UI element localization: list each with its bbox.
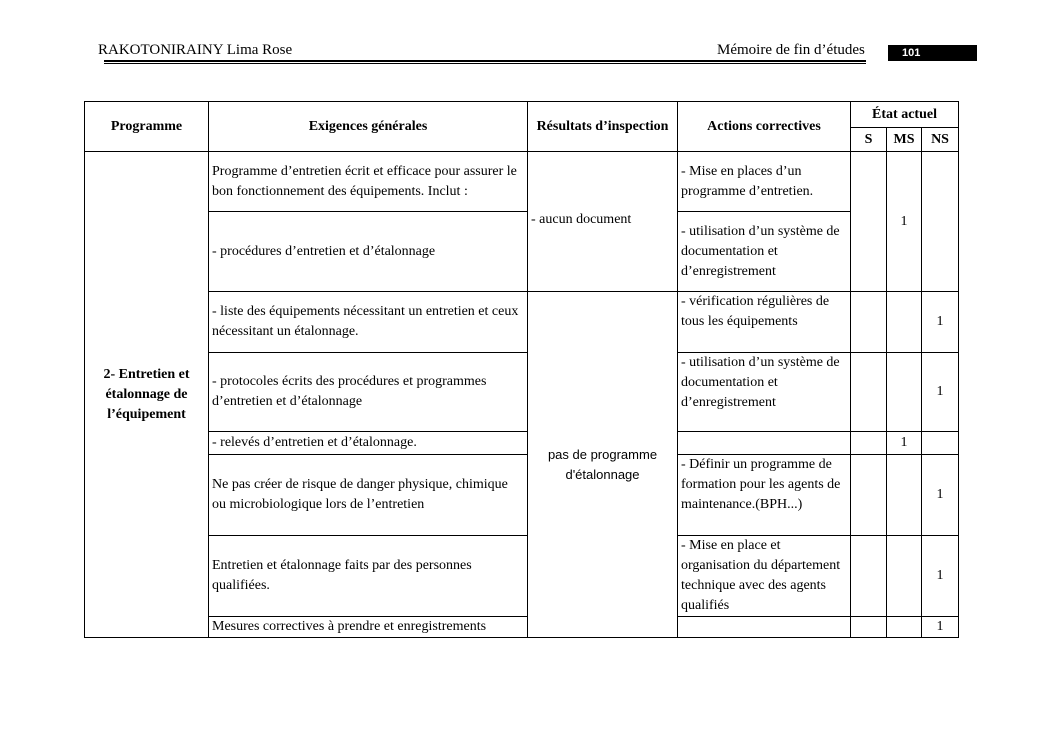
resultat-cell: - aucun document bbox=[528, 152, 678, 292]
action-cell bbox=[678, 617, 851, 638]
status-ms bbox=[887, 353, 922, 432]
status-ms bbox=[887, 455, 922, 536]
col-header-s: S bbox=[851, 128, 887, 152]
action-cell: - Mise en place et organisation du département technique avec des agents qualifiés bbox=[678, 536, 851, 617]
table-row bbox=[85, 432, 959, 455]
status-s bbox=[851, 617, 887, 638]
status-ns bbox=[922, 152, 959, 292]
col-header-programme: Programme bbox=[85, 102, 209, 152]
status-ns: 1 bbox=[922, 617, 959, 638]
action-cell: - utilisation d’un système de documentation et d’enregistrement bbox=[678, 353, 851, 432]
table-row bbox=[85, 353, 959, 432]
header-document-title: Mémoire de fin d’études bbox=[717, 42, 865, 58]
col-header-resultats: Résultats d’inspection bbox=[528, 102, 678, 152]
status-s bbox=[851, 152, 887, 292]
action-cell: - vérification régulières de tous les équipements bbox=[678, 292, 851, 353]
status-ms: 1 bbox=[887, 152, 922, 292]
header-rule-thin bbox=[104, 63, 866, 64]
exigence-cell: - relevés d’entretien et d’étalonnage. bbox=[209, 432, 528, 455]
status-ms bbox=[887, 292, 922, 353]
exigence-cell: Ne pas créer de risque de danger physique, chimique ou microbiologique lors de l’entretien bbox=[209, 455, 528, 536]
table-row bbox=[85, 455, 959, 536]
inspection-table bbox=[84, 101, 959, 638]
status-ms: 1 bbox=[887, 432, 922, 455]
status-ns: 1 bbox=[922, 455, 959, 536]
table-row bbox=[85, 617, 959, 638]
status-ns: 1 bbox=[922, 536, 959, 617]
page-number: 101 bbox=[888, 45, 977, 61]
header-author: RAKOTONIRAINY Lima Rose bbox=[98, 42, 293, 58]
status-ms bbox=[887, 536, 922, 617]
status-s bbox=[851, 536, 887, 617]
exigence-cell: Mesures correctives à prendre et enregistrements bbox=[209, 617, 528, 638]
exigence-cell: Entretien et étalonnage faits par des personnes qualifiées. bbox=[209, 536, 528, 617]
exigence-cell: - procédures d’entretien et d’étalonnage bbox=[209, 212, 528, 292]
status-ns bbox=[922, 432, 959, 455]
exigence-cell: - liste des équipements nécessitant un entretien et ceux nécessitant un étalonnage. bbox=[209, 292, 528, 353]
action-cell bbox=[678, 432, 851, 455]
header-rule bbox=[104, 60, 866, 62]
status-ms bbox=[887, 617, 922, 638]
col-header-actions: Actions correctives bbox=[678, 102, 851, 152]
col-header-ns: NS bbox=[922, 128, 959, 152]
status-s bbox=[851, 432, 887, 455]
table-row bbox=[85, 292, 959, 353]
action-cell: - Mise en places d’un programme d’entretien. bbox=[678, 152, 851, 212]
action-cell: - utilisation d’un système de documentation et d’enregistrement bbox=[678, 212, 851, 292]
table-row bbox=[85, 212, 959, 292]
status-ns: 1 bbox=[922, 353, 959, 432]
col-header-etat-actuel: État actuel bbox=[851, 102, 959, 128]
exigence-cell: Programme d’entretien écrit et efficace pour assurer le bon fonctionnement des équipements. Inclut : bbox=[209, 152, 528, 212]
status-s bbox=[851, 455, 887, 536]
header-row bbox=[85, 102, 959, 128]
action-cell: - Définir un programme de formation pour les agents de maintenance.(BPH...) bbox=[678, 455, 851, 536]
table-row bbox=[85, 152, 959, 212]
table-row bbox=[85, 536, 959, 617]
status-ns: 1 bbox=[922, 292, 959, 353]
resultat-cell: pas de programme d'étalonnage bbox=[528, 292, 678, 638]
col-header-ms: MS bbox=[887, 128, 922, 152]
status-s bbox=[851, 353, 887, 432]
status-s bbox=[851, 292, 887, 353]
exigence-cell: - protocoles écrits des procédures et programmes d’entretien et d’étalonnage bbox=[209, 353, 528, 432]
programme-cell: 2- Entretien et étalonnage de l’équipement bbox=[85, 152, 209, 638]
col-header-exigences: Exigences générales bbox=[209, 102, 528, 152]
